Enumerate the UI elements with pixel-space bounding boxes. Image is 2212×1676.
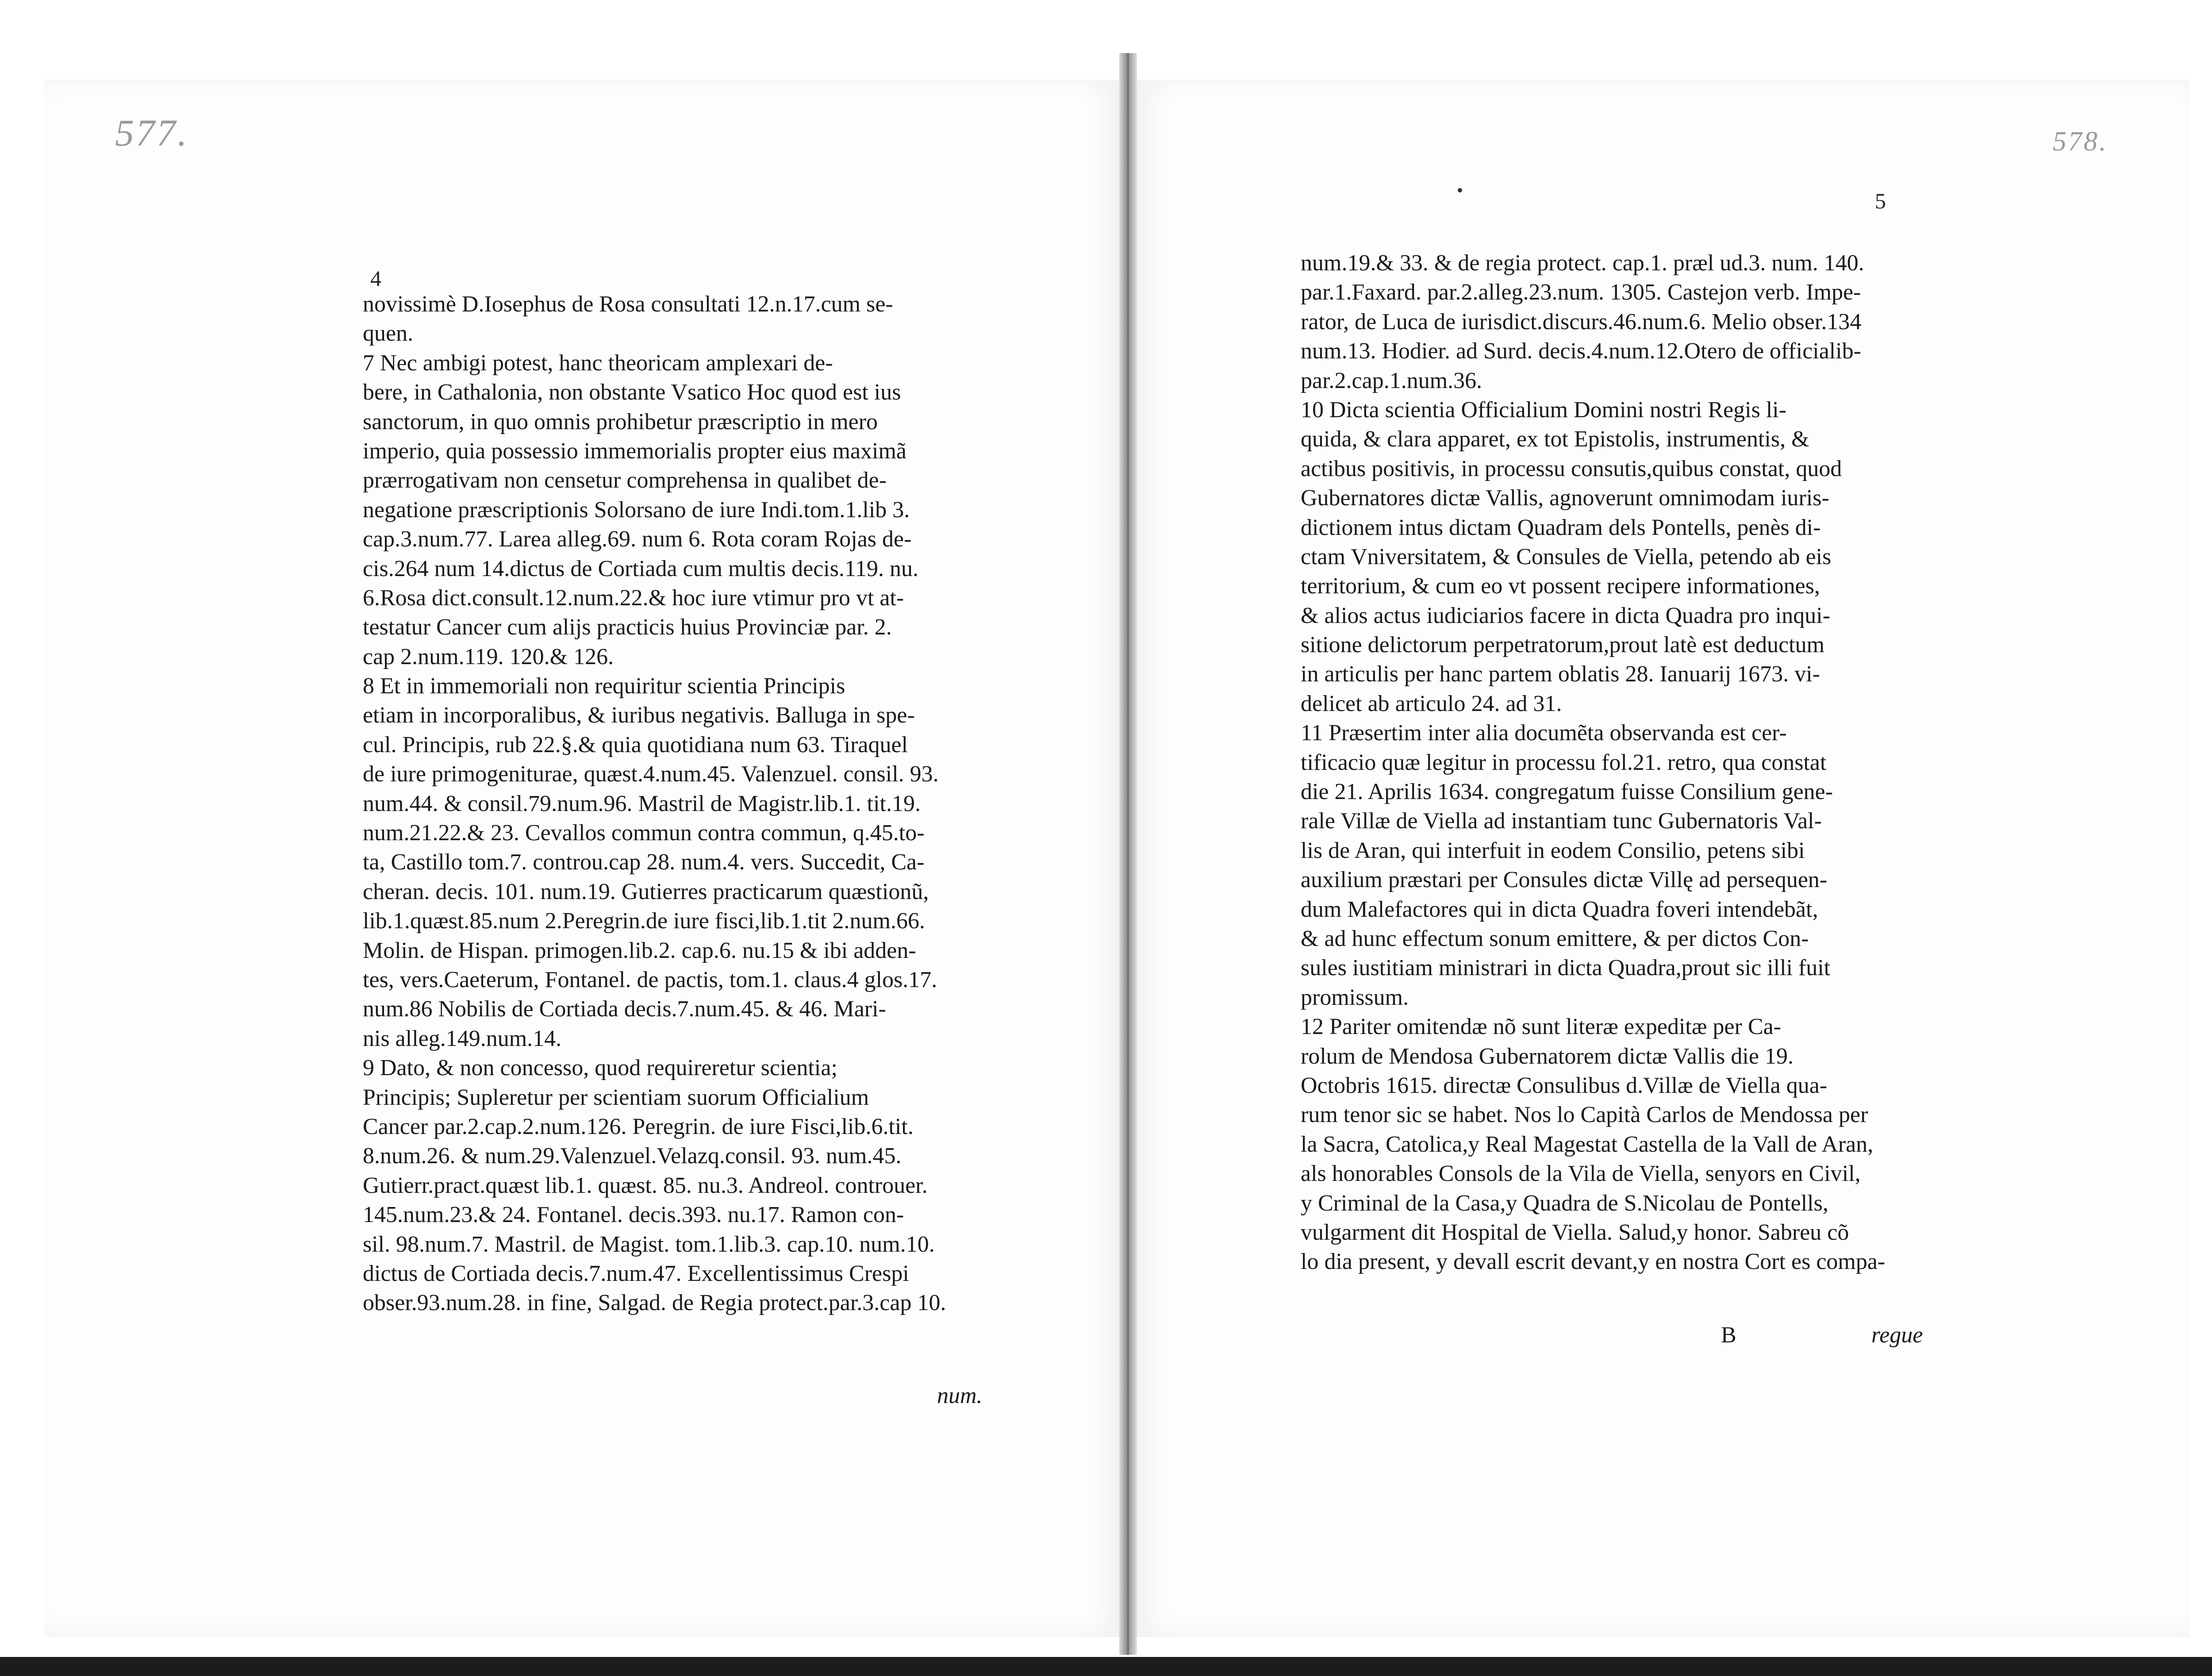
- text-line: die 21. Aprilis 1634. congregatum fuisse Consilium gene-: [1301, 779, 1833, 805]
- text-line: Gubernatores dictæ Vallis, agnoverunt omnimodam iuris-: [1301, 485, 1829, 511]
- right-text-block: [1301, 249, 1893, 1277]
- text-line: 12 Pariter omitendæ nõ sunt literæ expeditæ per Ca-: [1301, 1014, 1782, 1040]
- right-catchword: regue: [1871, 1322, 1923, 1348]
- text-line: auxilium præstari per Consules dictæ Villę ad persequen-: [1301, 867, 1828, 893]
- text-line: de iure primogeniturae, quæst.4.num.45. Valenzuel. consil. 93.: [363, 761, 939, 787]
- text-line: rale Villæ de Viella ad instantiam tunc Gubernatoris Val-: [1301, 808, 1822, 834]
- text-line: imperio, quia possessio immemorialis propter eius maximã: [363, 438, 907, 464]
- text-line: sitione delictorum perpetratorum,prout latè est deductum: [1301, 632, 1825, 658]
- text-line: & alios actus iudiciarios facere in dicta Quadra pro inqui-: [1301, 603, 1831, 628]
- text-line: ta, Castillo tom.7. controu.cap 28. num.4. vers. Succedit, Ca-: [363, 850, 925, 875]
- text-line: 145.num.23.& 24. Fontanel. decis.393. nu.17. Ramon con-: [363, 1202, 904, 1228]
- text-line: y Criminal de la Casa,y Quadra de S.Nicolau de Pontells,: [1301, 1190, 1828, 1216]
- text-line: par.1.Faxard. par.2.alleg.23.num. 1305. Castejon verb. Impe-: [1301, 280, 1861, 305]
- text-line: 10 Dicta scientia Officialium Domini nostri Regis li-: [1301, 397, 1787, 423]
- text-line: etiam in incorporalibus, & iuribus negativis. Balluga in spe-: [363, 703, 915, 728]
- book-gutter: [1119, 53, 1137, 1655]
- text-line: tificacio quæ legitur in processu fol.21. retro, qua constat: [1301, 750, 1827, 775]
- right-folio-number: 578.: [2053, 127, 2108, 157]
- text-line: la Sacra, Catolica,y Real Magestat Castella de la Vall de Aran,: [1301, 1131, 1874, 1157]
- text-line: obser.93.num.28. in fine, Salgad. de Regia protect.par.3.cap 10.: [363, 1290, 946, 1316]
- text-line: cis.264 num 14.dictus de Cortiada cum multis decis.119. nu.: [363, 556, 919, 581]
- left-catchword: num.: [937, 1383, 983, 1408]
- text-line: testatur Cancer cum alijs practicis huius Provinciæ par. 2.: [363, 615, 892, 640]
- text-line: rolum de Mendosa Gubernatorem dictæ Vallis die 19.: [1301, 1043, 1793, 1069]
- text-line: 11 Præsertim inter alia documẽta observanda est cer-: [1301, 720, 1787, 746]
- text-line: actibus positivis, in processu consutis,quibus constat, quod: [1301, 456, 1842, 481]
- text-line: territorium, & cum eo vt possent recipere informationes,: [1301, 573, 1820, 599]
- text-line: 8.num.26. & num.29.Valenzuel.Velazq.consil. 93. num.45.: [363, 1143, 902, 1169]
- text-line: cap.3.num.77. Larea alleg.69. num 6. Rota coram Rojas de-: [363, 527, 912, 552]
- text-line: nis alleg.149.num.14.: [363, 1026, 562, 1051]
- text-line: cheran. decis. 101. num.19. Gutierres practicarum quæstionũ,: [363, 879, 929, 904]
- ink-dot: [1458, 188, 1462, 192]
- text-line: vulgarment dit Hospital de Viella. Salud,y honor. Sabreu cõ: [1301, 1219, 1849, 1245]
- text-line: quen.: [363, 321, 414, 346]
- text-line: lis de Aran, qui interfuit in eodem Consilio, petens sibi: [1301, 838, 1805, 863]
- text-line: prærrogativam non censetur comprehensa in qualibet de-: [363, 468, 887, 493]
- text-line: Cancer par.2.cap.2.num.126. Peregrin. de iure Fisci,lib.6.tit.: [363, 1114, 914, 1139]
- text-line: novissimè D.Iosephus de Rosa consultati 12.n.17.cum se-: [363, 292, 893, 317]
- left-text-block: [363, 290, 978, 1318]
- text-line: & ad hunc effectum sonum emittere, & per dictos Con-: [1301, 926, 1809, 951]
- scan-bottom-edge: [0, 1657, 2212, 1676]
- text-line: num.13. Hodier. ad Surd. decis.4.num.12.Otero de officialib-: [1301, 338, 1862, 364]
- text-line: quida, & clara apparet, ex tot Epistolis, instrumentis, &: [1301, 427, 1809, 452]
- text-line: num.21.22.& 23. Cevallos commun contra commun, q.45.to-: [363, 820, 925, 846]
- signature-mark: B: [1721, 1322, 1736, 1348]
- text-line: in articulis per hanc partem oblatis 28. Ianuarij 1673. vi-: [1301, 661, 1820, 687]
- text-line: 8 Et in immemoriali non requiritur scientia Principis: [363, 673, 845, 699]
- text-line: sules iustitiam ministrari in dicta Quadra,prout sic illi fuit: [1301, 955, 1831, 981]
- text-line: num.44. & consil.79.num.96. Mastril de Magistr.lib.1. tit.19.: [363, 791, 921, 816]
- text-line: 7 Nec ambigi potest, hanc theoricam amplexari de-: [363, 350, 833, 376]
- text-line: dictus de Cortiada decis.7.num.47. Excellentissimus Crespi: [363, 1261, 909, 1286]
- text-line: negatione præscriptionis Solorsano de iure Indi.tom.1.lib 3.: [363, 497, 910, 523]
- left-folio-number: 577.: [115, 111, 189, 154]
- text-line: ctam Vniversitatem, & Consules de Viella, petendo ab eis: [1301, 544, 1832, 569]
- text-line: sanctorum, in quo omnis prohibetur præscriptio in mero: [363, 409, 878, 434]
- text-line: Gutierr.pract.quæst lib.1. quæst. 85. nu.3. Andreol. controuer.: [363, 1172, 928, 1198]
- text-line: cap 2.num.119. 120.& 126.: [363, 644, 614, 669]
- text-line: sil. 98.num.7. Mastril. de Magist. tom.1.lib.3. cap.10. num.10.: [363, 1231, 935, 1257]
- text-line: lo dia present, y devall escrit devant,y en nostra Cort es compa-: [1301, 1249, 1886, 1275]
- text-line: dictionem intus dictam Quadram dels Pontells, penès di-: [1301, 515, 1821, 540]
- text-line: promissum.: [1301, 984, 1409, 1010]
- text-line: lib.1.quæst.85.num 2.Peregrin.de iure fisci,lib.1.tit 2.num.66.: [363, 908, 926, 934]
- text-line: 6.Rosa dict.consult.12.num.22.& hoc iure vtimur pro vt at-: [363, 585, 904, 611]
- text-line: als honorables Consols de la Vila de Viella, senyors en Civil,: [1301, 1161, 1861, 1187]
- text-line: dum Malefactores qui in dicta Quadra foveri intendebãt,: [1301, 896, 1818, 922]
- left-page-number: 4: [370, 266, 381, 291]
- text-line: Octobris 1615. directæ Consulibus d.Villæ de Viella qua-: [1301, 1072, 1828, 1098]
- text-line: rum tenor sic se habet. Nos lo Capità Carlos de Mendossa per: [1301, 1102, 1868, 1128]
- text-line: delicet ab articulo 24. ad 31.: [1301, 691, 1562, 716]
- text-line: 9 Dato, & non concesso, quod requireretur scientia;: [363, 1055, 837, 1081]
- text-line: num.86 Nobilis de Cortiada decis.7.num.45. & 46. Mari-: [363, 996, 886, 1022]
- text-line: bere, in Cathalonia, non obstante Vsatico Hoc quod est ius: [363, 380, 901, 405]
- text-line: num.19.& 33. & de regia protect. cap.1. præl ud.3. num. 140.: [1301, 250, 1864, 276]
- text-line: Principis; Supleretur per scientiam suorum Officialium: [363, 1084, 869, 1110]
- text-line: rator, de Luca de iurisdict.discurs.46.num.6. Melio obser.134: [1301, 309, 1862, 334]
- text-line: cul. Principis, rub 22.§.& quia quotidiana num 63. Tiraquel: [363, 732, 908, 757]
- text-line: par.2.cap.1.num.36.: [1301, 368, 1482, 393]
- text-line: tes, vers.Caeterum, Fontanel. de pactis, tom.1. claus.4 glos.17.: [363, 967, 937, 992]
- text-line: Molin. de Hispan. primogen.lib.2. cap.6. nu.15 & ibi adden-: [363, 938, 916, 963]
- right-page-number: 5: [1875, 188, 1886, 213]
